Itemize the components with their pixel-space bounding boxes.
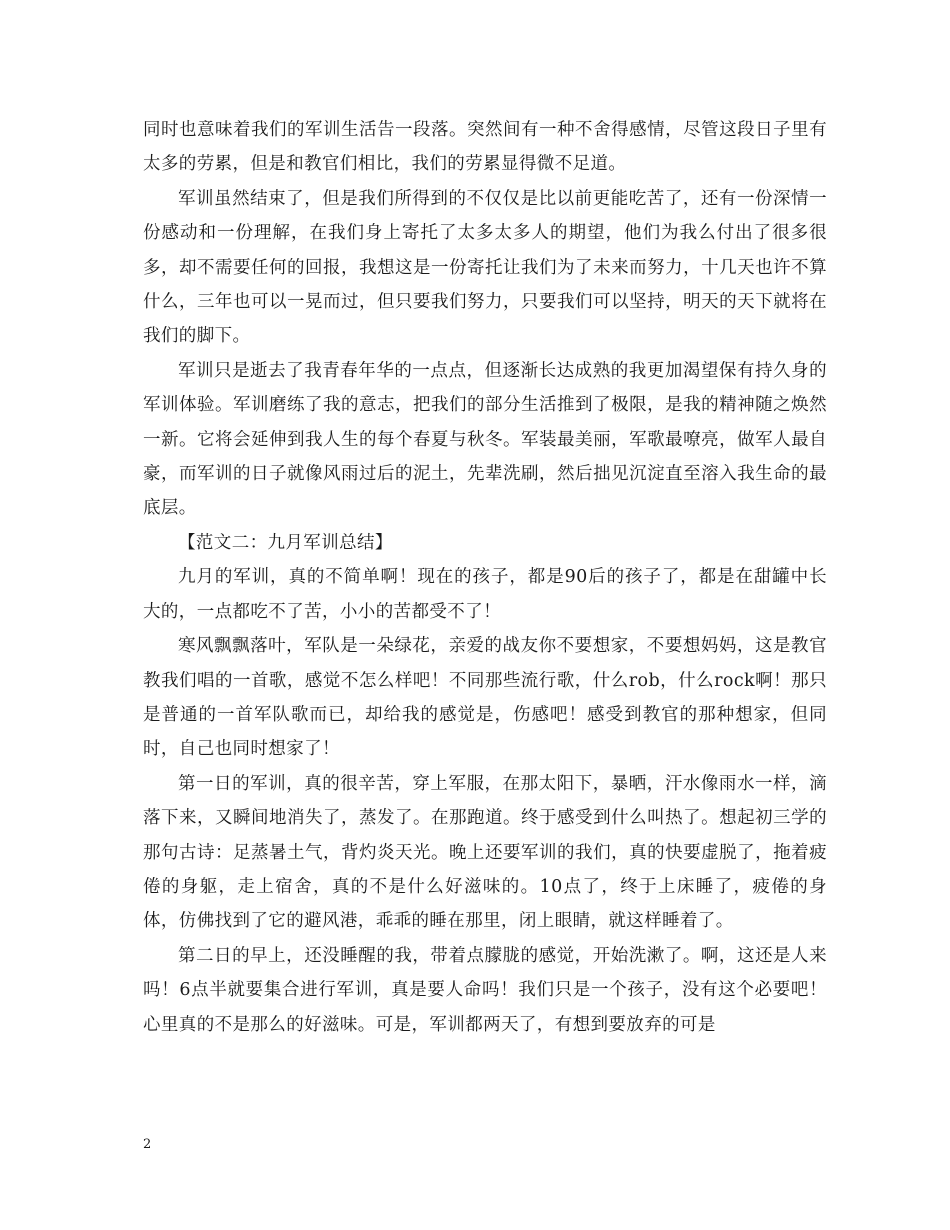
paragraph-6: 寒风飘飘落叶，军队是一朵绿花，亲爱的战友你不要想家，不要想妈妈，这是教官教我们唱的一首歌，感觉不怎么样吧！不同那些流行歌，什么rob，什么rock啊！那只是普通的一首军队歌而已，却给我的感觉是，伤感吧！感受到教官的那种想家，但同时，自己也同时想家了！ bbox=[143, 636, 827, 760]
paragraph-5: 九月的军训，真的不简单啊！现在的孩子，都是90后的孩子了，都是在甜罐中长大的，一点都吃不了苦，小小的苦都受不了！ bbox=[143, 567, 827, 622]
section-heading: 【范文二：九月军训总结】 bbox=[178, 532, 393, 553]
paragraph-2: 军训虽然结束了，但是我们所得到的不仅仅是比以前更能吃苦了，还有一份深情一份感动和一份理解，在我们身上寄托了太多太多人的期望，他们为我么付出了很多很多，却不需要任何的回报，我想这是一份寄托让我们为了未来而努力，十几天也许不算什么，三年也可以一晃而过，但只要我们努力，只要我们可以坚持，明天的天下就将在我们的脚下。 bbox=[143, 188, 827, 347]
paragraph-8: 第二日的早上，还没睡醒的我，带着点朦胧的感觉，开始洗漱了。啊，这还是人来吗！6点半就要集合进行军训，真是要人命吗！我们只是一个孩子，没有这个必要吧！心里真的不是那么的好滋味。可是，军训都两天了，有想到要放弃的可是 bbox=[143, 945, 827, 1035]
paragraph-7: 第一日的军训，真的很辛苦，穿上军服，在那太阳下，暴晒，汗水像雨水一样，滴落下来，又瞬间地消失了，蒸发了。在那跑道。终于感受到什么叫热了。想起初三学的那句古诗：足蒸暑土气，背灼炎天光。晚上还要军训的我们，真的快要虚脱了，拖着疲倦的身躯，走上宿舍，真的不是什么好滋味的。10点了，终于上床睡了，疲倦的身体，仿佛找到了它的避风港，乖乖的睡在那里，闭上眼睛，就这样睡着了。 bbox=[143, 773, 827, 932]
paragraph-3: 军训只是逝去了我青春年华的一点点，但逐渐长达成熟的我更加渴望保有持久身的军训体验。军训磨练了我的意志，把我们的部分生活推到了极限，是我的精神随之焕然一新。它将会延伸到我人生的每个春夏与秋冬。军装最美丽，军歌最嘹亮，做军人最自豪，而军训的日子就像风雨过后的泥土，先辈洗刷，然后拙见沉淀直至溶入我生命的最底层。 bbox=[143, 360, 827, 519]
page-number: 2 bbox=[143, 1137, 152, 1152]
document-body bbox=[143, 113, 827, 1042]
paragraph-1: 同时也意味着我们的军训生活告一段落。突然间有一种不舍得感情，尽管这段日子里有太多的劳累，但是和教官们相比，我们的劳累显得微不足道。 bbox=[143, 120, 827, 175]
